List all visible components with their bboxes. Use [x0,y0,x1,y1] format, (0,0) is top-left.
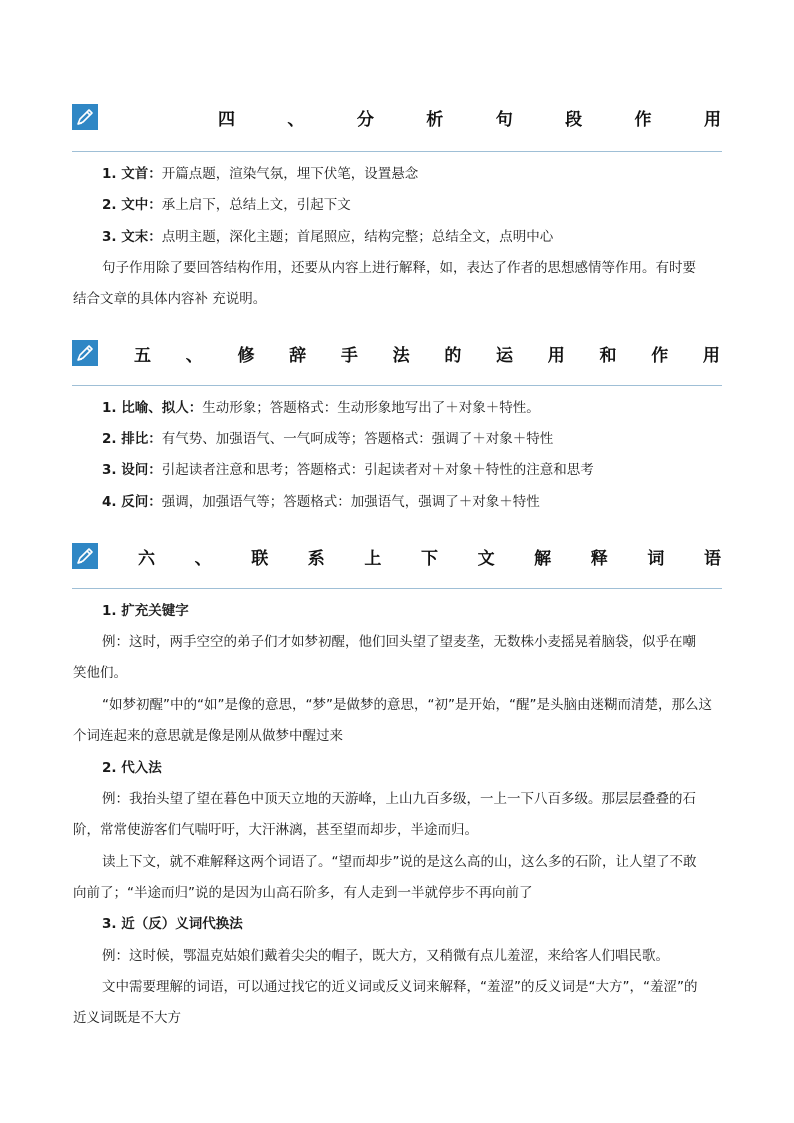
heading-char: 联 [251,548,269,569]
heading-char: 词 [647,548,665,569]
heading-char: 解 [534,548,552,569]
item-text: 有气势、加强语气、一气呵成等；答题格式：强调了＋对象＋特性 [161,431,554,447]
heading-char: 运 [496,345,514,366]
heading-char: 、 [185,345,203,366]
heading-char: 用 [702,345,720,366]
heading-char: 四 [218,109,235,130]
pen-icon [72,543,98,569]
heading-char: 和 [599,345,617,366]
item-text: 生动形象；答题格式：生动形象地写出了＋对象＋特性。 [202,400,540,416]
subsection-title: 3. 近（反）义词代换法 [102,916,243,932]
heading-char: 句 [495,109,513,130]
list-item [102,460,594,480]
heading-char: 辞 [289,345,307,366]
paragraph-line: 例：这时，两手空空的弟子们才如梦初醒，他们回头望了望麦垄，无数株小麦摇晃着脑袋，似乎在嘲 [102,634,696,650]
list-item [102,227,553,247]
section-divider [72,151,722,152]
heading-char: 、 [287,109,305,130]
heading-char: 、 [194,548,212,569]
heading-char: 上 [364,548,382,569]
paragraph-line: 读上下文，就不难解释这两个词语了。“望而却步”说的是这么高的山，这么多的石阶，让人望了不敢 [102,854,697,870]
paragraph-line: 个词连起来的意思就是像是刚从做梦中醒过来 [73,728,343,744]
list-item [102,492,540,512]
pen-icon [72,340,98,366]
item-text: 开篇点题，渲染气氛，埋下伏笔，设置悬念 [161,166,419,182]
heading-char: 法 [392,345,410,366]
list-item [102,398,540,418]
section-heading [218,104,721,130]
pen-icon [72,104,98,130]
item-label: 1. 文首： [102,166,162,182]
heading-char: 系 [307,548,325,569]
heading-char: 下 [420,548,438,569]
heading-char: 释 [590,548,608,569]
item-label: 3. 文末： [102,229,162,245]
section-header-4 [72,104,722,134]
paragraph-line: 结合文章的具体内容补 充说明。 [73,291,267,307]
subsection-title: 2. 代入法 [102,760,162,776]
paragraph-line: 例：这时候，鄂温克姑娘们戴着尖尖的帽子，既大方，又稍微有点儿羞涩，来给客人们唱民歌。 [102,948,669,964]
heading-char: 段 [565,109,583,130]
heading-char: 作 [651,345,669,366]
section-header-6 [72,543,722,573]
list-item [102,429,553,449]
paragraph-line: 向前了；“半途而归”说的是因为山高石阶多，有人走到一半就停步不再向前了 [73,885,533,901]
heading-char: 五 [134,345,151,366]
heading-char: 用 [703,109,721,130]
subsection-title: 1. 扩充关键字 [102,603,189,619]
paragraph-line: 文中需要理解的词语，可以通过找它的近义词或反义词来解释，“羞涩”的反义词是“大方”，“羞涩”的 [102,979,698,995]
heading-char: 的 [444,345,462,366]
paragraph-line: 句子作用除了要回答结构作用，还要从内容上进行解释，如，表达了作者的思想感情等作用。有时要 [102,260,696,276]
section-divider [72,385,722,386]
section-header-5 [72,340,722,370]
heading-char: 手 [340,345,358,366]
heading-char: 作 [634,109,652,130]
heading-char: 六 [138,548,155,569]
item-text: 强调，加强语气等；答题格式：加强语气，强调了＋对象＋特性 [161,494,540,510]
section-heading [134,340,720,366]
paragraph-line: 近义词既是不大方 [73,1010,181,1026]
item-text: 点明主题，深化主题；首尾照应，结构完整；总结全文，点明中心 [161,229,554,245]
heading-char: 文 [477,548,495,569]
heading-char: 析 [426,109,444,130]
heading-char: 分 [356,109,374,130]
list-item [102,164,418,184]
item-label: 3. 设问： [102,462,162,478]
item-label: 2. 文中： [102,197,162,213]
item-label: 4. 反问： [102,494,162,510]
item-text: 承上启下，总结上文，引起下文 [161,197,351,213]
heading-char: 用 [547,345,565,366]
list-item [102,195,351,215]
heading-char: 语 [703,548,721,569]
heading-char: 修 [237,345,255,366]
paragraph-line: “如梦初醒”中的“如”是像的意思，“梦”是做梦的意思，“初”是开始，“醒”是头脑由迷糊而清楚，那么这 [102,697,712,713]
item-label: 1. 比喻、拟人： [102,400,203,416]
section-heading [138,543,721,569]
paragraph-line: 笑他们。 [73,665,127,681]
item-text: 引起读者注意和思考；答题格式：引起读者对＋对象＋特性的注意和思考 [161,462,594,478]
item-label: 2. 排比： [102,431,162,447]
paragraph-line: 例：我抬头望了望在暮色中顶天立地的天游峰，上山九百多级，一上一下八百多级。那层层叠叠的石 [102,791,696,807]
section-divider [72,588,722,589]
paragraph-line: 阶，常常使游客们气喘吁吁，大汗淋漓，甚至望而却步，半途而归。 [73,822,478,838]
